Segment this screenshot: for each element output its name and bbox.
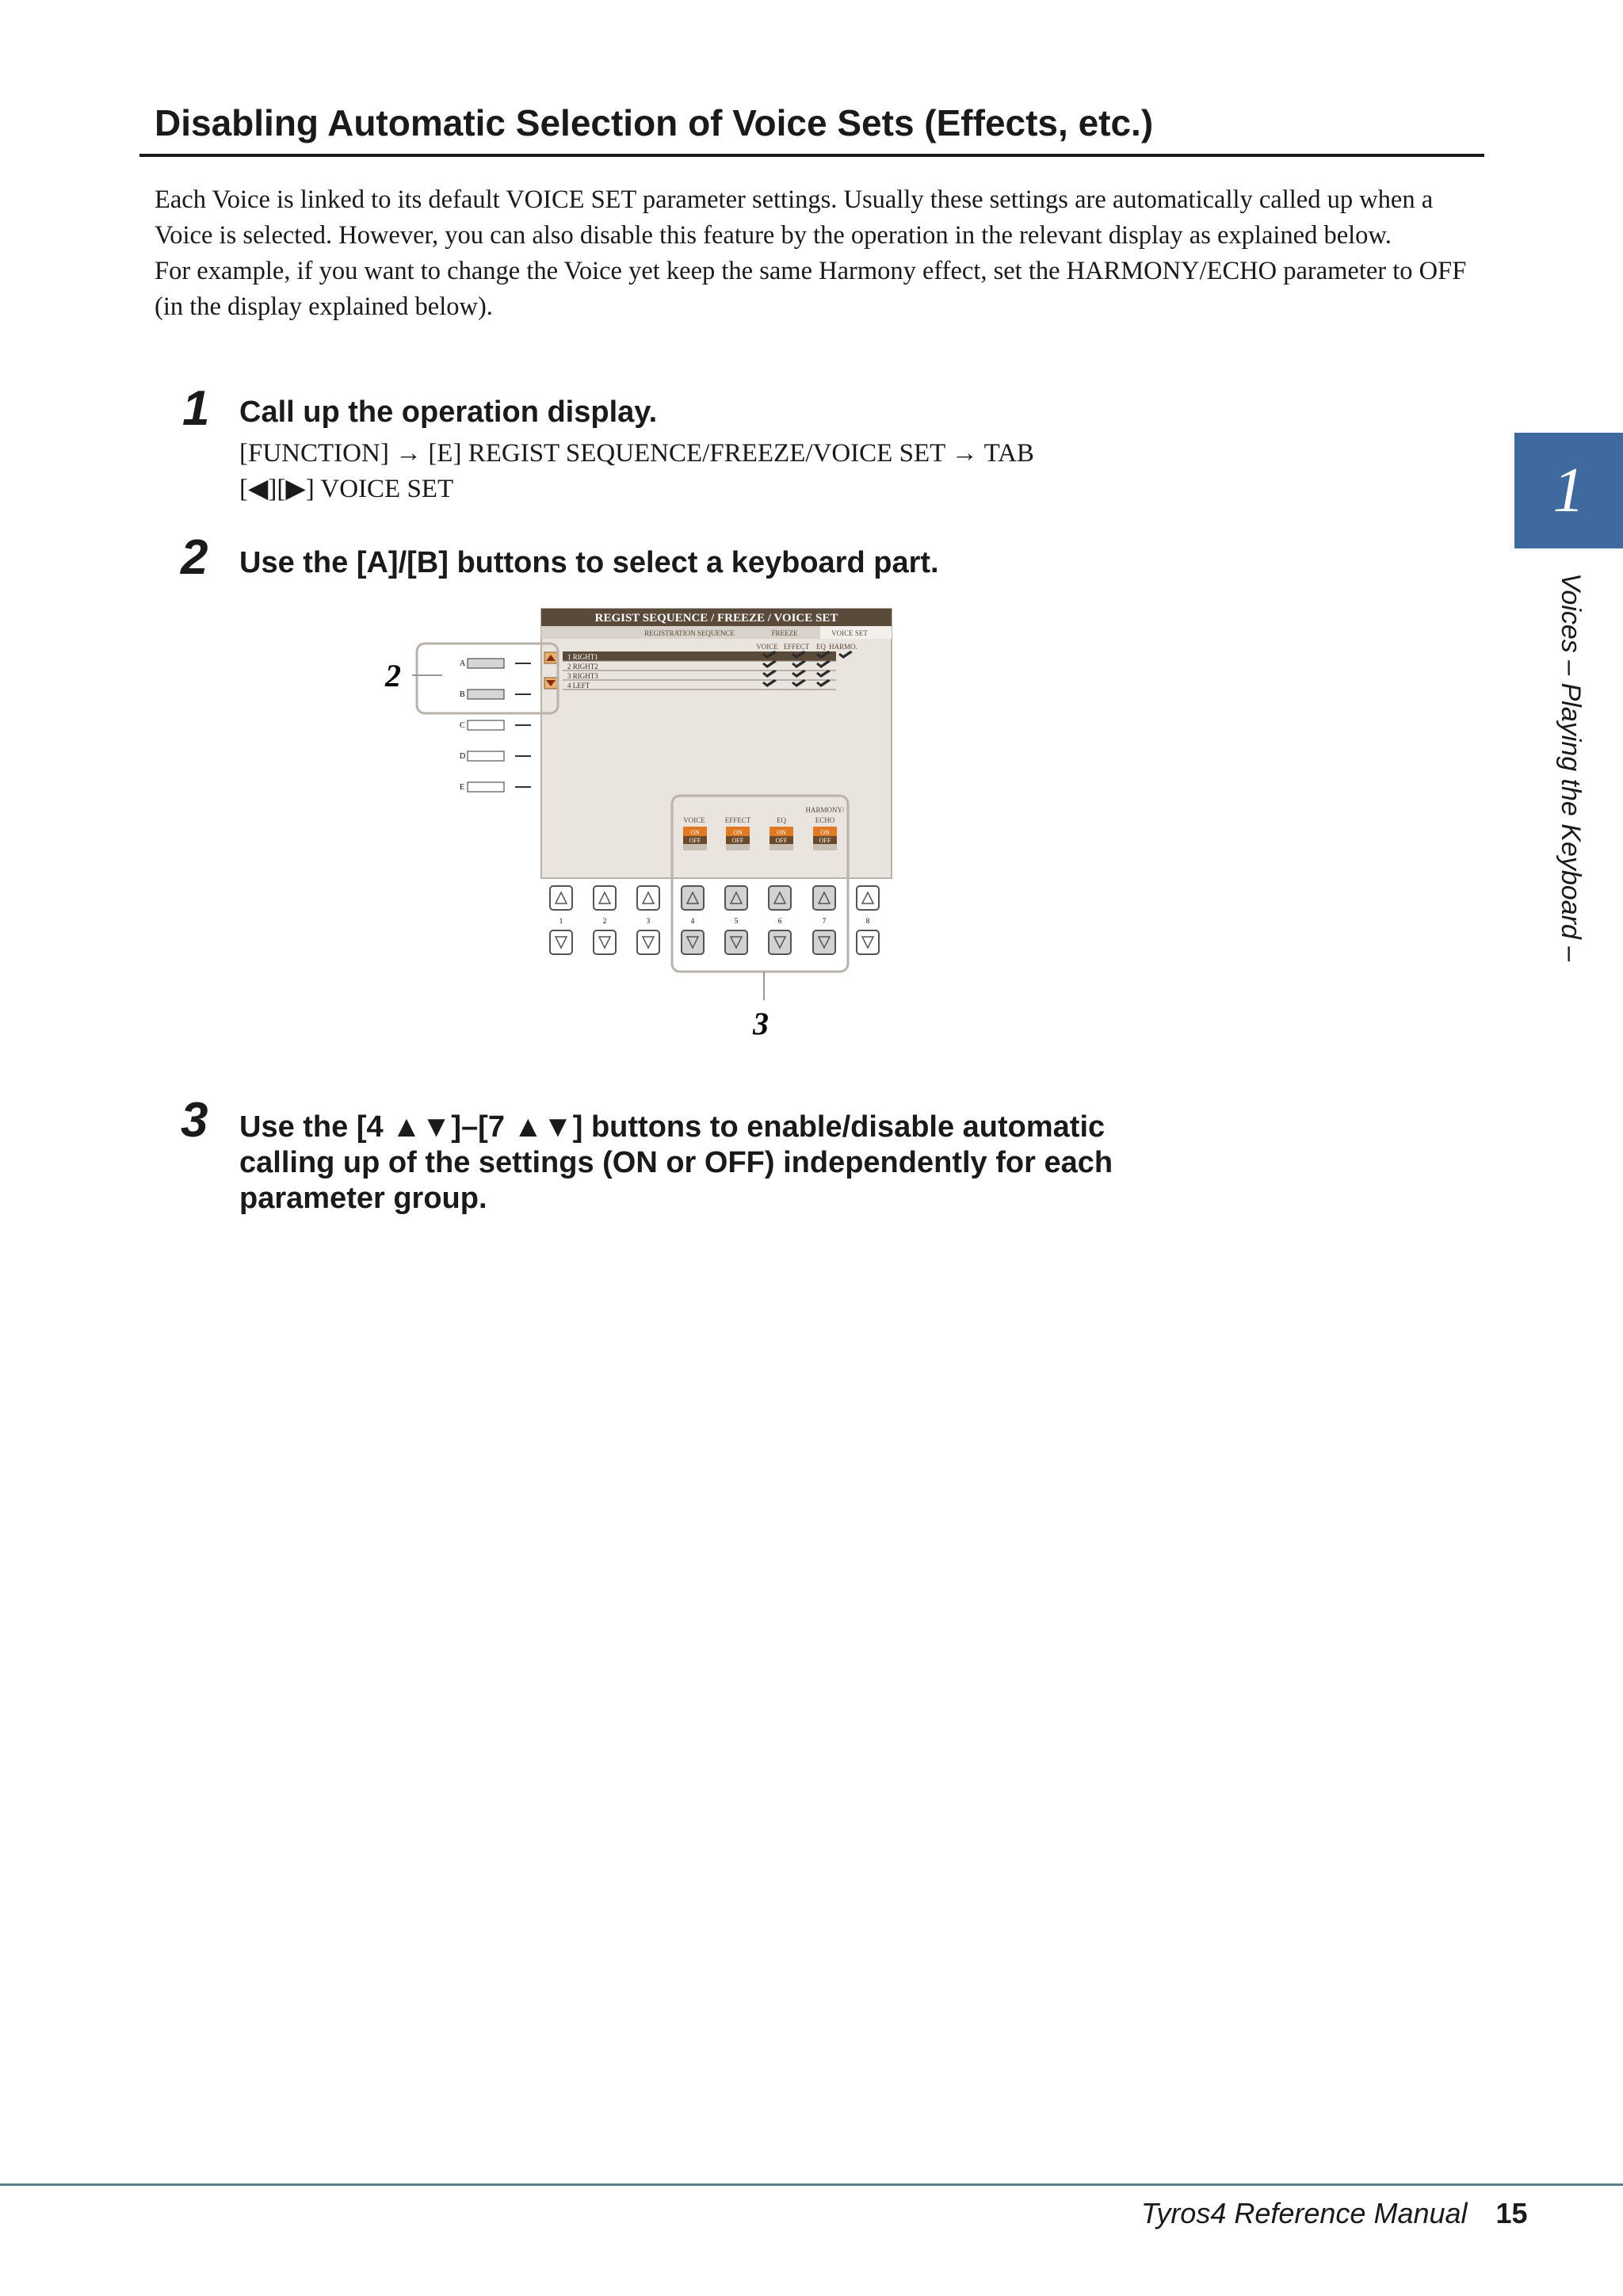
page-number: 15 xyxy=(1495,2197,1528,2229)
button-label-3: 3 xyxy=(646,917,651,925)
step-2-number: 2 xyxy=(181,530,208,585)
tab-voice-set[interactable]: VOICE SET xyxy=(831,629,868,637)
panel-figure xyxy=(372,602,911,1046)
screen-title: REGIST SEQUENCE / FREEZE / VOICE SET xyxy=(594,612,838,625)
part-row-2[interactable]: 2 RIGHT2 xyxy=(567,663,598,670)
button-label-5: 5 xyxy=(734,917,739,925)
toggle-voice-on: ON xyxy=(690,829,700,836)
toggle-effect-off: OFF xyxy=(731,837,744,844)
toggle-harmony-on: ON xyxy=(820,829,830,836)
footer-manual-title: Tyros4 Reference Manual xyxy=(1141,2197,1468,2229)
callout-3: 3 xyxy=(753,1006,769,1041)
side-label-e: E xyxy=(460,783,465,792)
side-buttons xyxy=(460,659,531,792)
step-3-text xyxy=(239,1110,1113,1217)
button-label-6: 6 xyxy=(777,917,782,925)
col-voice: VOICE xyxy=(756,643,778,651)
toggle-harmony-off: OFF xyxy=(819,837,831,844)
title-rule xyxy=(139,154,1484,157)
button-3-up[interactable] xyxy=(637,886,659,910)
step-3-line-2: calling up of the settings (ON or OFF) independently for each xyxy=(239,1146,1113,1179)
toggle-eq-off: OFF xyxy=(775,837,788,844)
button-5-down[interactable] xyxy=(725,930,747,954)
button-7-up[interactable] xyxy=(813,886,835,910)
button-label-8: 8 xyxy=(865,917,870,925)
section-title: Disabling Automatic Selection of Voice Sets (Effects, etc.) xyxy=(155,102,1154,143)
toggle-voice[interactable] xyxy=(683,827,707,850)
part-row-4[interactable]: 4 LEFT xyxy=(567,682,590,690)
footer xyxy=(1141,2197,1528,2230)
button-2-up[interactable] xyxy=(594,886,616,910)
button-label-7: 7 xyxy=(822,917,827,925)
button-3-down[interactable] xyxy=(637,930,659,954)
toggle-eq[interactable] xyxy=(769,827,793,850)
step-1-text: Call up the operation display. xyxy=(239,395,658,429)
side-button-c[interactable] xyxy=(468,720,504,730)
button-label-4: 4 xyxy=(690,917,695,925)
step-1-path-line-1: [FUNCTION] → [E] REGIST SEQUENCE/FREEZE/VOICE SET → TAB xyxy=(239,439,1034,468)
callout-2: 2 xyxy=(385,658,401,693)
toggle-label-echo: ECHO xyxy=(815,816,835,824)
step-3-line-1: Use the [4 ▲▼]–[7 ▲▼] buttons to enable/disable automatic xyxy=(239,1110,1106,1144)
tab-freeze[interactable]: FREEZE xyxy=(771,629,798,637)
bottom-buttons xyxy=(550,886,879,954)
toggle-effect-on: ON xyxy=(733,829,743,836)
col-eq: EQ xyxy=(816,643,826,651)
button-5-up[interactable] xyxy=(725,886,747,910)
button-8-up[interactable] xyxy=(857,886,879,910)
toggle-voice-off: OFF xyxy=(689,837,701,844)
button-7-down[interactable] xyxy=(813,930,835,954)
toggle-label-effect: EFFECT xyxy=(724,816,751,824)
side-button-a[interactable] xyxy=(468,659,504,668)
toggle-eq-on: ON xyxy=(777,829,786,836)
button-label-1: 1 xyxy=(559,917,563,925)
button-6-down[interactable] xyxy=(769,930,791,954)
step-2-text: Use the [A]/[B] buttons to select a keyboard part. xyxy=(239,546,939,579)
button-6-up[interactable] xyxy=(769,886,791,910)
step-3-line-3: parameter group. xyxy=(239,1182,487,1215)
chapter-tab: 1 xyxy=(1514,433,1623,548)
part-row-3[interactable]: 3 RIGHT3 xyxy=(567,672,598,680)
col-harmo: HARMO. xyxy=(829,643,857,651)
button-1-up[interactable] xyxy=(550,886,572,910)
toggle-effect[interactable] xyxy=(726,827,750,850)
side-label-b: B xyxy=(460,690,465,699)
side-label-a: A xyxy=(460,659,466,668)
button-4-down[interactable] xyxy=(682,930,704,954)
step-1-path xyxy=(239,436,1034,507)
side-label-c: C xyxy=(460,721,465,730)
toggle-label-voice: VOICE xyxy=(683,816,705,824)
highlight-frame-ab xyxy=(417,644,558,713)
button-label-2: 2 xyxy=(602,917,607,925)
toggle-label-eq: EQ xyxy=(777,816,786,824)
col-effect: EFFECT xyxy=(783,643,810,651)
toggle-label-harmony: HARMONY/ xyxy=(805,806,845,814)
step-3-number: 3 xyxy=(181,1093,208,1148)
step-1-number: 1 xyxy=(182,381,210,436)
step-1-path-line-2: [◀][▶] VOICE SET xyxy=(239,475,454,503)
button-1-down[interactable] xyxy=(550,930,572,954)
intro-paragraph-2: For example, if you want to change the Voice yet keep the same Harmony effect, set the HARMONY/ECHO parameter to OFF (in the display explained below). xyxy=(155,257,1467,321)
chapter-side-label: Voices – Playing the Keyboard – xyxy=(1556,573,1586,962)
button-2-down[interactable] xyxy=(594,930,616,954)
side-button-d[interactable] xyxy=(468,751,504,761)
side-label-d: D xyxy=(460,752,466,761)
tab-registration-sequence[interactable]: REGISTRATION SEQUENCE xyxy=(644,629,735,637)
intro-paragraph-1: Each Voice is linked to its default VOICE SET parameter settings. Usually these settings are automatically called up when a Voice is selected. However, you can also disable this feature by the operation in the relevant display as explained below. xyxy=(155,185,1434,250)
intro-text xyxy=(155,182,1486,325)
part-row-1[interactable]: 1 RIGHT1 xyxy=(567,653,598,661)
footer-rule xyxy=(0,2183,1623,2186)
side-button-b[interactable] xyxy=(468,690,504,699)
button-4-up[interactable] xyxy=(682,886,704,910)
button-8-down[interactable] xyxy=(857,930,879,954)
toggle-harmony-echo[interactable] xyxy=(813,827,837,850)
side-button-e[interactable] xyxy=(468,782,504,792)
